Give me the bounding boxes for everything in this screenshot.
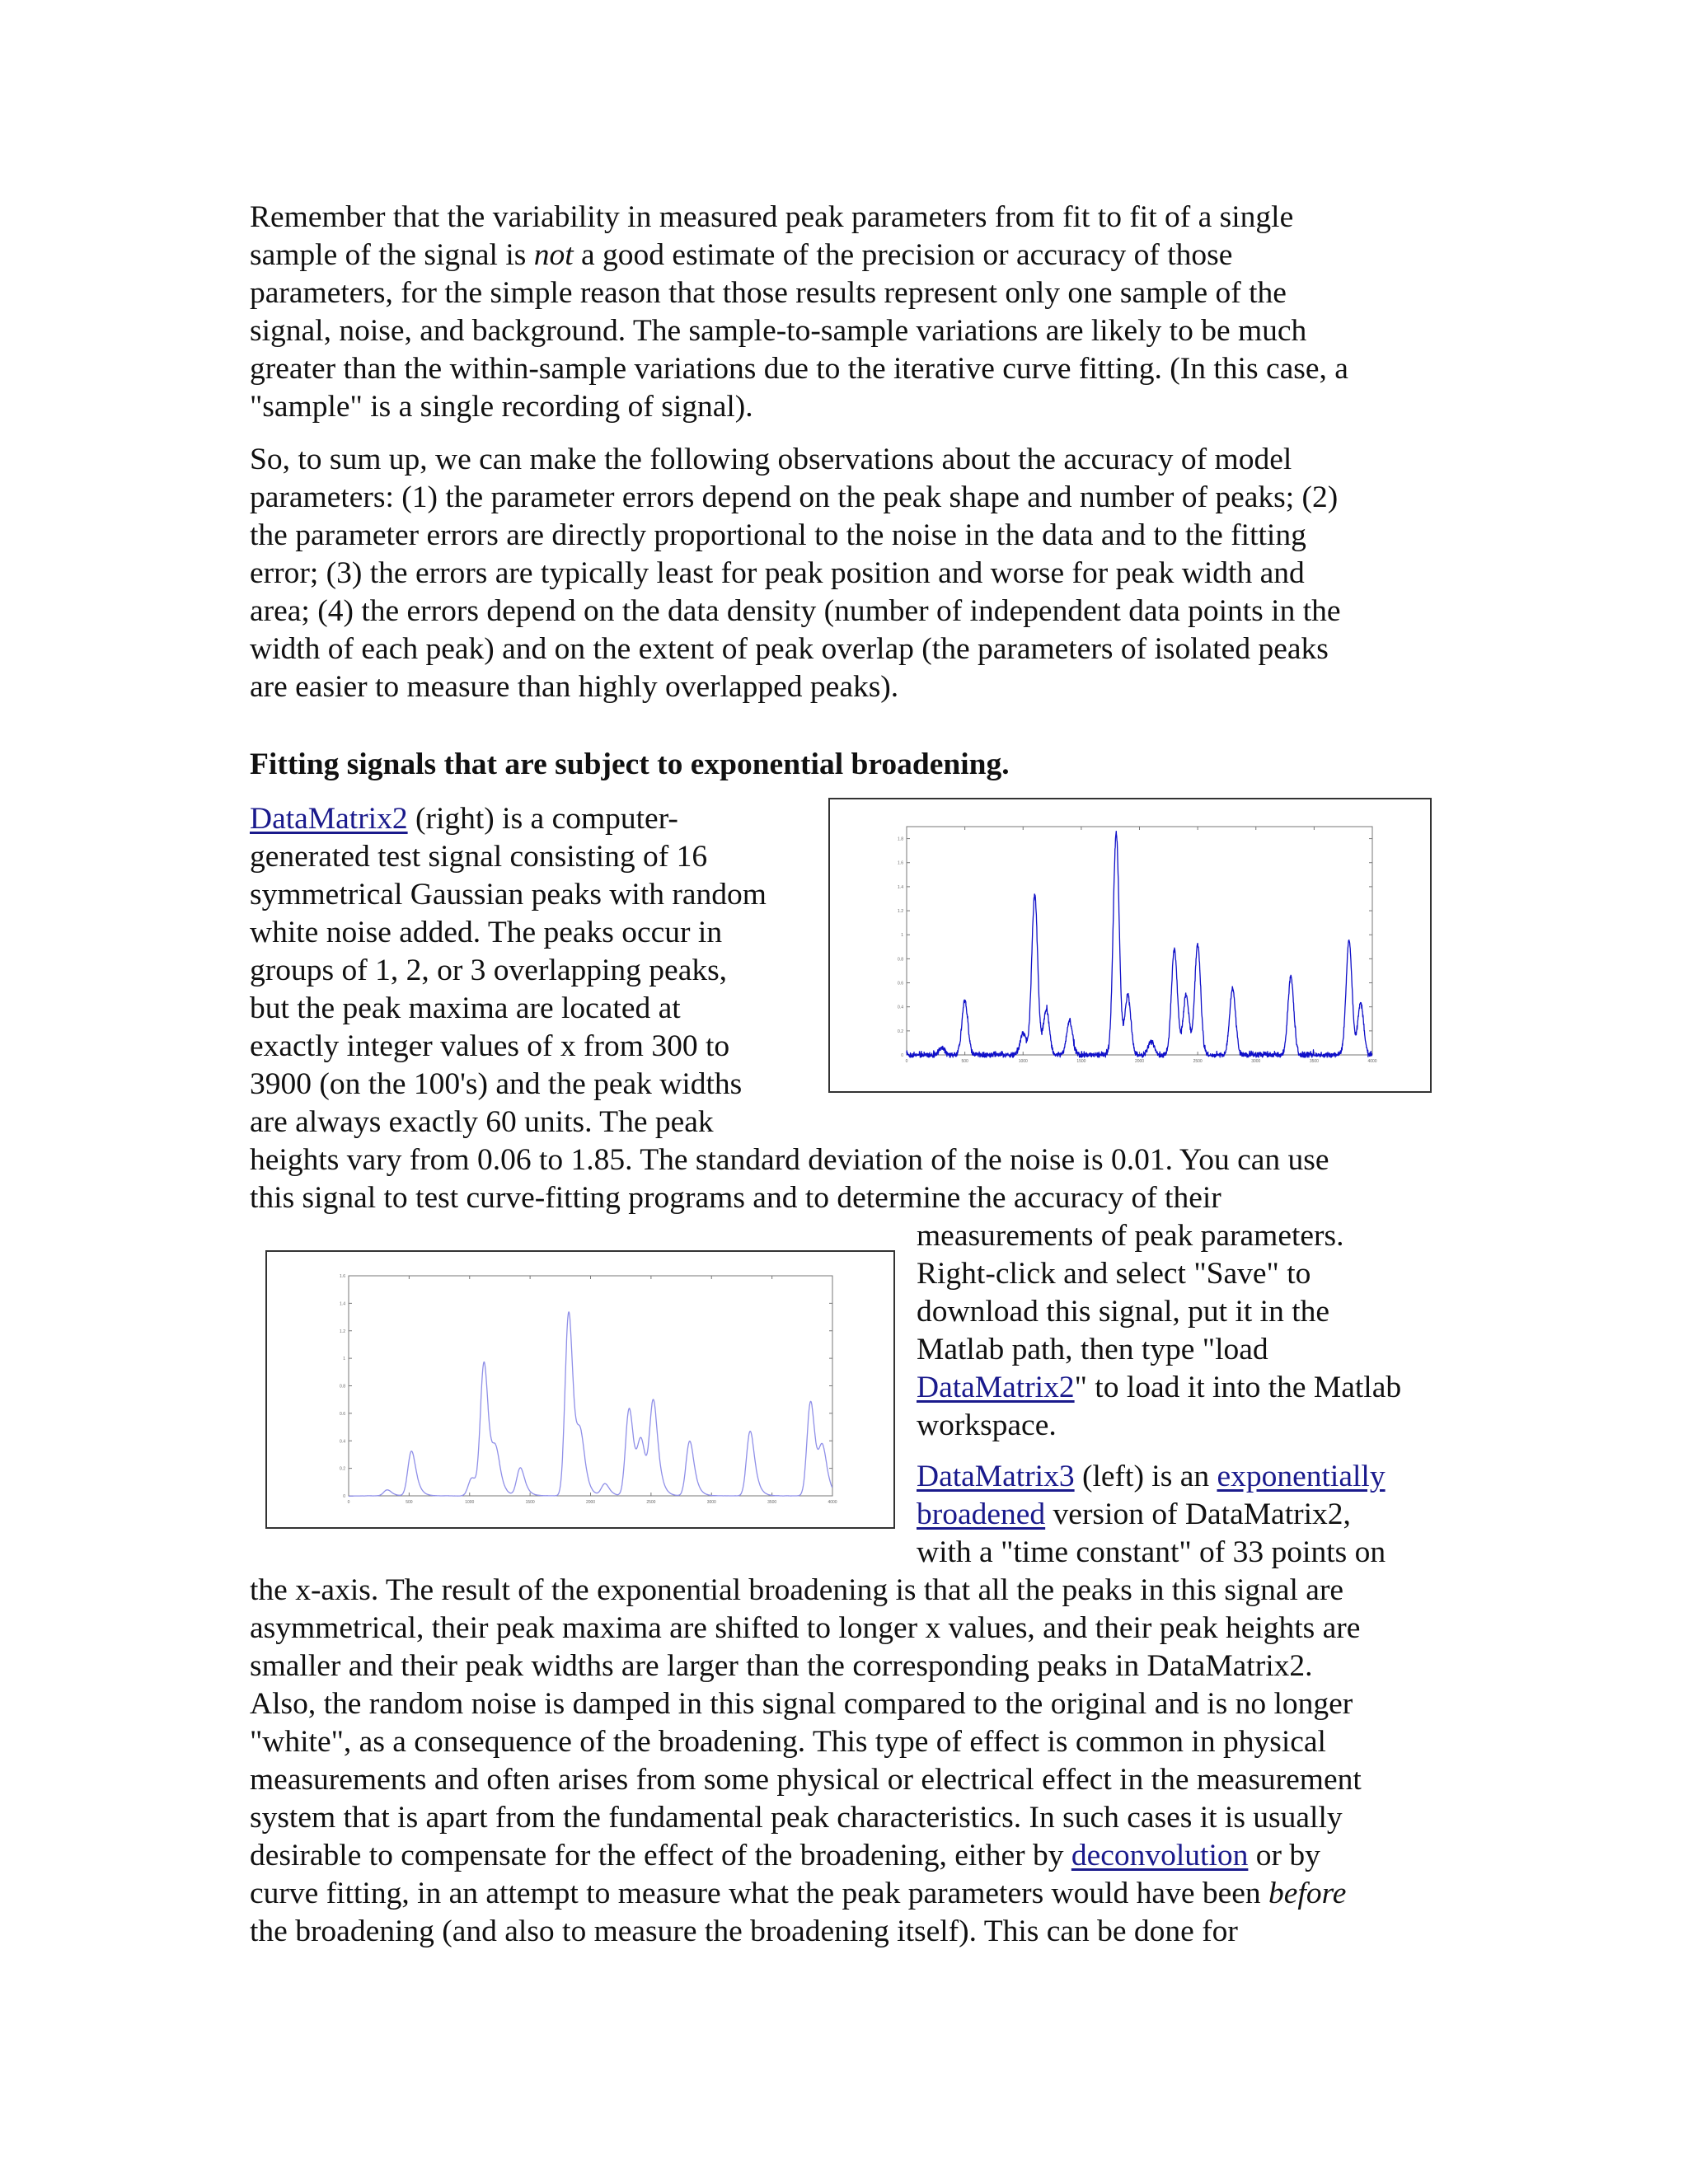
datamatrix3-figure <box>265 1250 895 1529</box>
text-line: are easier to measure than highly overlapped peaks). <box>250 670 899 704</box>
section-heading: Fitting signals that are subject to exponential broadening. <box>250 748 1010 781</box>
text-line: exactly integer values of x from 300 to <box>250 1029 730 1063</box>
text-line: broadened version of DataMatrix2, <box>917 1497 1351 1531</box>
y-tick-label: 1.6 <box>340 1274 345 1279</box>
text-line: Also, the random noise is damped in this signal compared to the original and is no longer <box>250 1687 1353 1721</box>
x-tick-label: 3000 <box>706 1500 716 1505</box>
text-line: width of each peak) and on the extent of peak overlap (the parameters of isolated peaks <box>250 632 1329 666</box>
y-tick-label: 0.4 <box>340 1439 345 1445</box>
text-line: "white", as a consequence of the broadening. This type of effect is common in physical <box>250 1725 1326 1759</box>
text-line: generated test signal consisting of 16 <box>250 840 708 874</box>
text-line: So, to sum up, we can make the following observations about the accuracy of model <box>250 443 1292 476</box>
text-line: 3900 (on the 100's) and the peak widths <box>250 1067 743 1101</box>
text-line: the broadening (and also to measure the broadening itself). This can be done for <box>250 1915 1238 1948</box>
y-tick-label: 0.2 <box>340 1466 345 1472</box>
datamatrix2-link[interactable]: DataMatrix2 <box>250 802 408 836</box>
plot-frame <box>349 1276 832 1496</box>
y-tick-label: 0.2 <box>898 1029 903 1034</box>
text-line: parameters, for the simple reason that those results represent only one sample of the <box>250 276 1287 310</box>
text-line: DataMatrix2 (right) is a computer- <box>250 802 678 836</box>
emphasis-not: not <box>533 238 574 272</box>
signal-line <box>349 1312 832 1497</box>
y-tick-label: 1.6 <box>898 860 903 866</box>
x-tick-label: 2500 <box>646 1500 656 1505</box>
text-line: DataMatrix2" to load it into the Matlab <box>917 1371 1402 1404</box>
text-line: signal, noise, and background. The sample-to-sample variations are likely to be much <box>250 314 1307 348</box>
text-line: workspace. <box>917 1408 1057 1442</box>
text-line: but the peak maxima are located at <box>250 991 681 1025</box>
paragraph-download <box>917 1217 1452 1445</box>
x-tick-label: 3500 <box>767 1500 777 1505</box>
datamatrix3-chart <box>267 1252 893 1527</box>
x-tick-label: 1000 <box>465 1500 475 1505</box>
x-tick-label: 1000 <box>1018 1059 1028 1064</box>
y-tick-label: 1.2 <box>898 909 903 915</box>
y-tick-label: 1.4 <box>340 1301 345 1307</box>
x-tick-label: 1500 <box>525 1500 535 1505</box>
text-line: Matlab path, then type "load <box>917 1333 1268 1366</box>
paragraph-datamatrix3-intro <box>917 1458 1452 1572</box>
text-line: desirable to compensate for the effect of the broadening, either by deconvolution or by <box>250 1839 1320 1872</box>
datamatrix3-link[interactable]: DataMatrix3 <box>917 1460 1075 1493</box>
exponentially-broadened-link-cont[interactable]: broadened <box>917 1497 1046 1531</box>
datamatrix2-chart <box>830 799 1430 1091</box>
text-line: symmetrical Gaussian peaks with random <box>250 878 767 912</box>
text-line: the parameter errors are directly proportional to the noise in the data and to the fitting <box>250 518 1306 552</box>
text-line: parameters: (1) the parameter errors depend on the peak shape and number of peaks; (2) <box>250 480 1339 514</box>
y-tick-label: 0 <box>343 1494 345 1499</box>
text-line: measurements and often arises from some physical or electrical effect in the measurement <box>250 1763 1362 1797</box>
y-tick-label: 0.4 <box>898 1005 903 1010</box>
x-tick-label: 3500 <box>1309 1059 1319 1064</box>
y-tick-label: 1 <box>901 933 903 939</box>
paragraph-datamatrix3 <box>250 1572 1445 1951</box>
x-tick-label: 2000 <box>585 1500 596 1505</box>
text-line: download this signal, put it in the <box>917 1295 1330 1329</box>
datamatrix2-download-link[interactable]: DataMatrix2 <box>917 1371 1075 1404</box>
y-tick-label: 0.8 <box>340 1384 345 1390</box>
text-line: the x-axis. The result of the exponential broadening is that all the peaks in this signal are <box>250 1573 1344 1607</box>
datamatrix2-figure <box>828 798 1432 1093</box>
x-tick-label: 500 <box>406 1500 413 1505</box>
y-tick-label: 0.6 <box>340 1411 345 1417</box>
x-tick-label: 0 <box>347 1500 350 1505</box>
text-line: area; (4) the errors depend on the data density (number of independent data points in the <box>250 594 1341 628</box>
x-tick-label: 4000 <box>828 1500 837 1505</box>
y-tick-label: 0.6 <box>898 981 903 987</box>
text-line: heights vary from 0.06 to 1.85. The standard deviation of the noise is 0.01. You can use <box>250 1143 1329 1177</box>
x-tick-label: 4000 <box>1367 1059 1377 1064</box>
text-line: smaller and their peak widths are larger than the corresponding peaks in DataMatrix2. <box>250 1649 1313 1683</box>
text-line: measurements of peak parameters. <box>917 1219 1344 1253</box>
signal-line <box>907 832 1372 1057</box>
y-tick-label: 1.2 <box>340 1329 345 1334</box>
x-tick-label: 0 <box>905 1059 908 1064</box>
x-tick-label: 1500 <box>1076 1059 1086 1064</box>
text-line: system that is apart from the fundamental peak characteristics. In such cases it is usually <box>250 1801 1343 1835</box>
text-line: are always exactly 60 units. The peak <box>250 1105 714 1139</box>
y-tick-label: 0.8 <box>898 957 903 963</box>
x-tick-label: 2000 <box>1134 1059 1145 1064</box>
plot-frame <box>907 827 1372 1055</box>
y-tick-label: 1.8 <box>898 837 903 842</box>
emphasis-before: before <box>1268 1877 1347 1910</box>
y-tick-label: 0 <box>901 1053 903 1058</box>
text-line: Right-click and select "Save" to <box>917 1257 1311 1291</box>
text-line: sample of the signal is not a good estimate of the precision or accuracy of those <box>250 238 1233 272</box>
x-tick-label: 3000 <box>1251 1059 1261 1064</box>
x-tick-label: 2500 <box>1193 1059 1203 1064</box>
text-line: "sample" is a single recording of signal). <box>250 390 753 424</box>
text-line: error; (3) the errors are typically least for peak position and worse for peak width and <box>250 556 1305 590</box>
y-tick-label: 1.4 <box>898 884 903 890</box>
deconvolution-link[interactable]: deconvolution <box>1071 1839 1249 1872</box>
text-line: asymmetrical, their peak maxima are shifted to longer x values, and their peak heights are <box>250 1611 1361 1645</box>
text-line: white noise added. The peaks occur in <box>250 916 723 949</box>
paragraph-summary <box>250 441 1445 706</box>
text-line: Remember that the variability in measured peak parameters from fit to fit of a single <box>250 200 1294 234</box>
text-line: groups of 1, 2, or 3 overlapping peaks, <box>250 954 728 987</box>
y-tick-label: 1 <box>343 1357 345 1362</box>
text-line: DataMatrix3 (left) is an exponentially <box>917 1460 1386 1493</box>
text-line: this signal to test curve-fitting programs and to determine the accuracy of their <box>250 1181 1221 1215</box>
text-line: with a "time constant" of 33 points on <box>917 1535 1386 1569</box>
text-line: curve fitting, in an attempt to measure what the peak parameters would have been before <box>250 1877 1347 1910</box>
exponentially-broadened-link[interactable]: exponentially <box>1217 1460 1386 1493</box>
paragraph-variability <box>250 199 1445 426</box>
text-line: greater than the within-sample variations due to the iterative curve fitting. (In this case, a <box>250 352 1348 386</box>
x-tick-label: 500 <box>961 1059 968 1064</box>
